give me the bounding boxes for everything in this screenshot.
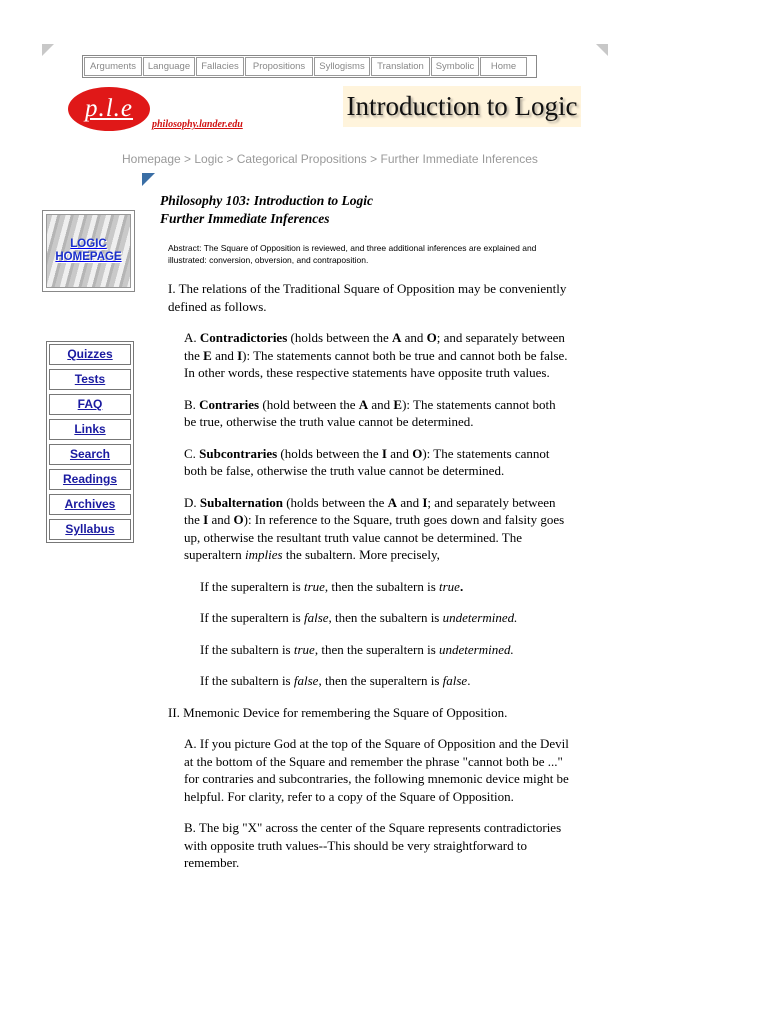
contraries-paragraph (184, 396, 570, 431)
subalternation-text-5: ): In reference to the Square, truth goes down and falsity goes up, otherwise the resultant truth value cannot be determined. The superaltern (184, 512, 565, 562)
contraries-text-1: (hold between the (259, 396, 359, 412)
rule-3-italic-1: true (293, 641, 315, 657)
nav-symbolic-link[interactable]: Symbolic (431, 57, 479, 76)
subcontraries-term: Subcontraries (199, 445, 278, 461)
subalternation-prefix: D. (184, 494, 200, 510)
rule-2-mid: , then the subaltern is (328, 610, 443, 625)
contradictories-text-5: ): The statements cannot both be true and cannot both be false. In other words, these respective statements have opposite truth values. (184, 347, 568, 380)
nav-fallacies-link[interactable]: Fallacies (196, 57, 244, 76)
rule-2-post: . (514, 610, 518, 625)
rule-1-italic-2: true (439, 578, 460, 594)
section2-b: B. The big "X" across the center of the Square represents contradictories with opposite truth values--This should be very straightforward to remember. (184, 820, 562, 870)
rule-2-italic-1: false (303, 610, 329, 625)
rule-4-italic-1: false (293, 673, 319, 688)
rule-4-pre: If the subaltern is (200, 673, 294, 688)
contradictories-bold-2: O (426, 330, 437, 345)
ple-logo[interactable]: p.l.e (68, 87, 150, 131)
banner-title: Introduction to Logic (343, 86, 581, 127)
contradictories-term: Contradictories (199, 330, 288, 345)
contraries-text-2: and (368, 396, 394, 412)
site-url-link[interactable]: philosophy.lander.edu (152, 119, 243, 130)
nav-syllogisms-link[interactable]: Syllogisms (314, 57, 370, 76)
rule-2 (200, 609, 570, 627)
subalternation-bold-2: I (422, 494, 428, 510)
rule-1-pre: If the superaltern is (200, 578, 304, 594)
logic-homepage-line2: HOMEPAGE (55, 251, 122, 263)
contraries-bold-1: A (358, 396, 369, 412)
sidebar-links-link[interactable]: Links (49, 419, 131, 440)
nav-home-link[interactable]: Home (480, 57, 527, 76)
sidebar-quizzes-link[interactable]: Quizzes (49, 344, 131, 365)
contradictories-prefix: A. (184, 330, 200, 345)
subcontraries-paragraph (184, 445, 570, 480)
subalternation-text-3: ; and separately between the (184, 494, 556, 527)
subalternation-italic: implies (245, 547, 283, 562)
subalternation-text-6: the subaltern. More precisely, (282, 547, 440, 562)
subalternation-bold-4: O (233, 512, 244, 527)
sidebar-readings-link[interactable]: Readings (49, 469, 131, 490)
subcontraries-text-2: and (386, 445, 413, 461)
subalternation-term: Subalternation (199, 494, 283, 510)
nav-language-link[interactable]: Language (143, 57, 195, 76)
sidebar-search-link[interactable]: Search (49, 444, 131, 465)
logic-homepage-line1: LOGIC (70, 238, 107, 250)
contradictories-bold-1: A (391, 330, 402, 345)
section2-intro: II. Mnemonic Device for remembering the Square of Opposition. (168, 704, 508, 720)
subalternation-text-4: and (208, 512, 234, 527)
subcontraries-bold-1: I (381, 445, 387, 461)
subalternation-text-2: and (397, 494, 423, 510)
logic-homepage-image (46, 214, 131, 288)
contraries-prefix: B. (184, 396, 200, 412)
subcontraries-text-1: (holds between the (277, 445, 382, 461)
rule-4 (200, 672, 570, 690)
page-corner-left (42, 44, 54, 56)
rule-1-post: . (459, 578, 464, 594)
course-title: Philosophy 103: Introduction to Logic (160, 193, 374, 208)
subalternation-paragraph (184, 494, 570, 564)
page-corner-right (596, 44, 608, 56)
sidebar-faq-link[interactable]: FAQ (49, 394, 131, 415)
article-content (160, 192, 570, 886)
rule-3-post: . (510, 641, 514, 657)
logic-homepage-button[interactable] (42, 210, 135, 292)
contradictories-text-4: and (211, 347, 238, 363)
subalternation-bold-3: I (203, 512, 209, 527)
section2-a: A. If you picture God at the top of the Square of Opposition and the Devil at the bottom of the Square and remember the phrase "cannot both be ..." for contraries and subcontraries, the following mnemonic device might be helpful. For clarity, refer to a copy of the Square of Opposition. (184, 736, 569, 804)
rule-4-italic-2: false (442, 673, 468, 688)
contraries-term: Contraries (199, 396, 260, 412)
rule-1 (200, 578, 570, 596)
rule-4-post: . (467, 673, 471, 688)
contraries-text-3: ): The statements cannot both be true, otherwise the truth value cannot be determined. (184, 396, 556, 429)
rule-3 (200, 641, 570, 659)
subcontraries-text-3: ): The statements cannot both be false, otherwise the truth value cannot be determined. (184, 445, 550, 478)
subcontraries-prefix: C. (184, 445, 200, 461)
sidebar-archives-link[interactable]: Archives (49, 494, 131, 515)
side-navigation (46, 341, 134, 543)
pointer-arrow-icon (142, 173, 155, 186)
subalternation-bold-1: A (387, 494, 398, 510)
top-navigation (82, 55, 537, 78)
breadcrumb: Homepage > Logic > Categorical Propositions > Further Immediate Inferences (122, 152, 538, 166)
subalternation-text-1: (holds between the (282, 494, 388, 510)
rule-4-mid: , then the superaltern is (318, 673, 443, 688)
nav-arguments-link[interactable]: Arguments (84, 57, 142, 76)
contradictories-text-3: ; and separately between the (184, 330, 565, 363)
rule-3-pre: If the subaltern is (200, 641, 294, 657)
sidebar-tests-link[interactable]: Tests (49, 369, 131, 390)
abstract: Abstract: The Square of Opposition is reviewed, and three additional inferences are explained and illustrated: conversion, obversion, and contraposition. (168, 243, 537, 265)
nav-propositions-link[interactable]: Propositions (245, 57, 313, 76)
rule-3-mid: , then the superaltern is (314, 641, 440, 657)
rule-3-italic-2: undetermined (439, 641, 511, 657)
rule-2-italic-2: undetermined (442, 610, 515, 625)
contradictories-paragraph (184, 329, 570, 382)
contradictories-bold-3: E (203, 347, 212, 363)
rule-2-pre: If the superaltern is (200, 610, 304, 625)
section1-intro: I. The relations of the Traditional Square of Opposition may be conveniently defined as follows. (168, 281, 567, 314)
contraries-bold-2: E (393, 396, 403, 412)
subcontraries-bold-2: O (412, 445, 423, 461)
nav-translation-link[interactable]: Translation (371, 57, 430, 76)
page-title: Further Immediate Inferences (160, 211, 330, 226)
contradictories-text-2: and (401, 330, 427, 345)
rule-1-mid: , then the subaltern is (324, 578, 440, 594)
contradictories-text-1: (holds between the (287, 330, 392, 345)
sidebar-syllabus-link[interactable]: Syllabus (49, 519, 131, 540)
contradictories-bold-4: I (237, 347, 243, 363)
rule-1-italic-1: true (303, 578, 325, 594)
